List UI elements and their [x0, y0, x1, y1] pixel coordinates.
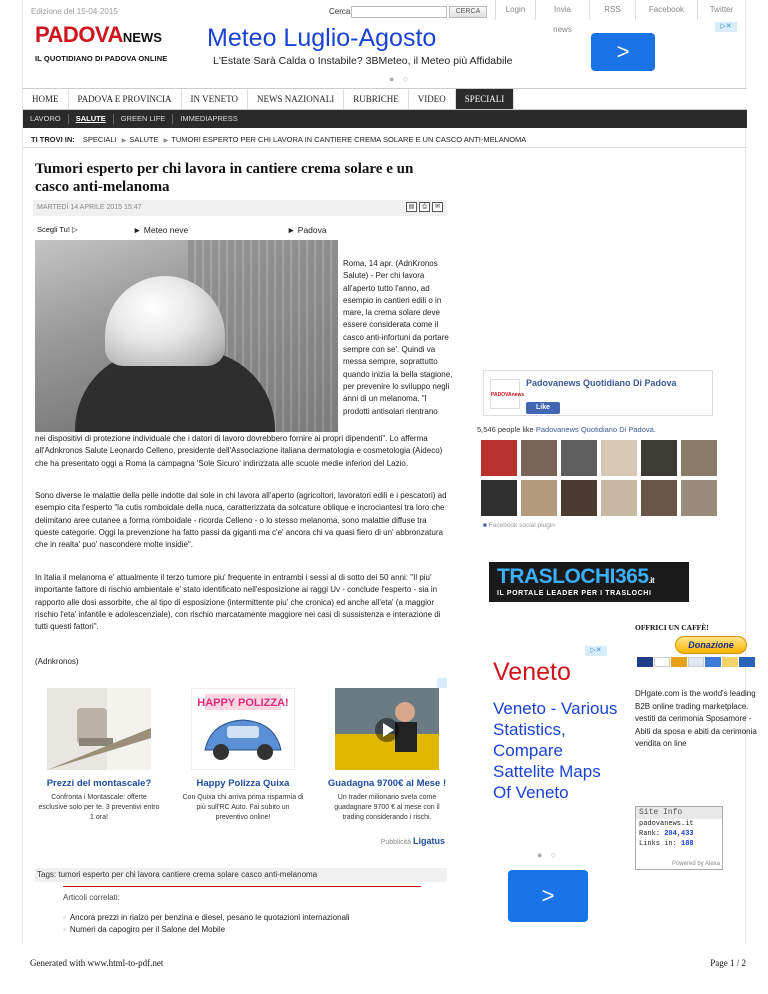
article-photo	[35, 240, 338, 432]
breadcrumb	[31, 135, 526, 144]
facebook-page-logo[interactable]: PADOVAnews	[490, 379, 520, 409]
subnav-lavoro[interactable]: LAVORO	[23, 114, 69, 124]
pdf-icon[interactable]: ▤	[406, 202, 417, 212]
search-button[interactable]: CERCA	[449, 6, 487, 18]
sponsored-ads	[35, 678, 449, 858]
twitter-link[interactable]: Twitter	[697, 0, 745, 20]
top-ad-title[interactable]: Meteo Luglio-Agosto	[207, 24, 437, 52]
nav-video[interactable]: VIDEO	[409, 89, 456, 109]
sub-nav	[23, 110, 747, 128]
meteo-neve-link[interactable]: ► Meteo neve	[133, 225, 189, 235]
ad-title[interactable]: Happy Polizza Quixa	[196, 778, 290, 789]
paypal-icon	[688, 657, 704, 667]
alexa-powered: Powered by Alexa	[671, 861, 720, 867]
avatar[interactable]	[521, 480, 557, 516]
ad-image-slogan: HAPPY POLIZZA!	[197, 697, 289, 709]
print-icon[interactable]: ⎙	[419, 202, 430, 212]
article-paragraph-1: nei dispositivi di protezione individuale che i datori di lavoro dovrebbero fornire ai propri dipendenti". Lo afferma all'Adnkronos Salute Leonardo Celleno, presidente dell'Associazione italiana dermatologia e cosmetologia (Aideco) che ha presentato oggi a Roma la campagna 'Sole Sicuro' indirizzata alle scuole medie inferiori del Lazio.	[35, 434, 443, 468]
main-nav	[23, 88, 747, 110]
traslochi-brand: TRASLOCHI365.it	[497, 565, 655, 588]
facebook-like-button[interactable]: Like	[526, 402, 560, 414]
ad-title[interactable]: Prezzi del montascale?	[46, 778, 152, 789]
maestro-icon	[637, 657, 653, 667]
traslochi-banner[interactable]	[489, 562, 689, 602]
article-meta-bar	[33, 200, 447, 216]
breadcrumb-arrow-icon: ▶	[121, 138, 127, 144]
ad-card[interactable]	[325, 688, 449, 838]
facebook-count-link[interactable]: Padovanews Quotidiano Di Padova.	[535, 425, 656, 434]
discover-icon	[722, 657, 738, 667]
ad-description: Un trader milionario svela come guadagnare 9700 € al mese con il trading considerando i rischi.	[334, 794, 440, 821]
nav-padova-provincia[interactable]: PADOVA E PROVINCIA	[69, 89, 182, 109]
breadcrumb-current: TUMORI ESPERTO PER CHI LAVORA IN CANTIERE CREMA SOLARE E UN CASCO ANTI-MELANOMA	[171, 135, 527, 144]
facebook-page-header	[483, 370, 713, 416]
veneto-ad-text[interactable]: Veneto - Various Statistics, Compare Sattelite Maps Of Veneto	[493, 699, 618, 802]
article-title: Tumori esperto per chi lavora in cantiere crema solare e un casco anti-melanoma	[35, 161, 414, 195]
tags-bar[interactable]: Tags: tumori esperto per chi lavora cantiere crema solare casco anti-melanoma	[35, 868, 447, 882]
avatar[interactable]	[681, 480, 717, 516]
breadcrumb-arrow-icon: ▶	[163, 138, 169, 144]
veneto-ad[interactable]	[477, 636, 627, 872]
avatar[interactable]	[481, 480, 517, 516]
logo-news: NEWS	[122, 30, 162, 45]
adchoices-icon[interactable]: ▷✕	[715, 22, 737, 32]
pdf-footer-generated: Generated with www.html-to-pdf.net	[30, 958, 164, 968]
article-source: (Adnkronos)	[35, 657, 79, 666]
email-icon[interactable]: ✉	[432, 202, 443, 212]
nav-speciali[interactable]: SPECIALI	[456, 89, 515, 109]
ad-description: Confronta i Montascale: offerte esclusive solo per te. 3 preventivi entro 1 ora!	[38, 794, 160, 821]
avatar[interactable]	[481, 440, 517, 476]
send-news-link[interactable]: Invia news	[535, 0, 589, 20]
payment-cards	[637, 657, 755, 667]
edition-date: Edizione del 15-04-2015	[31, 7, 118, 16]
related-list	[63, 912, 350, 936]
sidebar-links[interactable]: DHgate.com is the world's leading B2B online trading marketplace. vestiti da cerimonia Sposamore - Abiti da sposa e abiti da cerimonia vendita on line	[635, 689, 757, 748]
top-strip	[23, 0, 747, 34]
related-item[interactable]: ◦ Numeri da capogiro per il Salone del Mobile	[63, 924, 350, 936]
facebook-count-text: 5,546 people like	[477, 425, 534, 434]
page	[22, 0, 757, 944]
top-links	[495, 0, 745, 34]
avatar[interactable]	[561, 440, 597, 476]
facebook-icon: ■	[483, 522, 487, 529]
ad-footer-label: Pubblicità	[380, 839, 412, 846]
related-title: Articoli correlati:	[63, 893, 120, 902]
mastercard-icon	[671, 657, 687, 667]
site-info-widget[interactable]	[635, 806, 723, 870]
avatar[interactable]	[521, 440, 557, 476]
veneto-ad-arrow-button[interactable]: >	[508, 870, 588, 922]
article-paragraph-2: Sono diverse le malattie della pelle indotte dal sole in chi lavora all'aperto (agricoltori, lavoratori edili e i pescatori) ad esempio cita l'esperto "la cutis romboidale della nuca, caratterizzata da solcature oblique e incrociantesi tra loro che delimitano aree cutanee a forma romboidale - ricorda Celleno - o lo stesso melanoma, sono malattie diffuse tra queste categorie. Oggi la prevenzione ha fatto passi da giganti ma c'e' ancora chi va quasi fiero di un' abbronzatura che in realta' puo' nascondere molte insidie".	[35, 491, 447, 550]
avatar[interactable]	[601, 440, 637, 476]
divider	[23, 147, 747, 148]
ad-carousel-dots[interactable]: ● ○	[389, 74, 412, 84]
breadcrumb-salute[interactable]: SALUTE	[129, 135, 159, 144]
nav-home[interactable]: HOME	[23, 89, 69, 109]
adchoices-icon[interactable]: ▷✕	[585, 646, 607, 656]
avatar[interactable]	[641, 440, 677, 476]
ad-description: Con Quixa chi arriva prima risparmia di più sull'RC Auto. Fai subito un preventivo online!	[182, 794, 304, 821]
article-tools	[406, 202, 443, 212]
visa-icon	[654, 657, 670, 667]
avatar[interactable]	[641, 480, 677, 516]
site-info-domain: padovanews.it	[639, 820, 694, 828]
amex-icon	[705, 657, 721, 667]
veneto-ad-heading[interactable]: Veneto	[493, 658, 571, 686]
ad-carousel-dots[interactable]: ● ○	[537, 850, 560, 860]
facebook-faces	[481, 440, 721, 516]
ad-title[interactable]: Guadagna 9700€ al Mese !	[327, 778, 447, 789]
search-label: Cerca	[329, 7, 351, 16]
pdf-footer-page: Page 1 / 2	[710, 958, 746, 968]
ad-image-trader[interactable]	[335, 688, 439, 770]
avatar[interactable]	[601, 480, 637, 516]
ad-footer[interactable]	[381, 836, 445, 846]
logo-main: PADOVA	[35, 22, 123, 47]
ligatus-logo[interactable]: Ligatus	[412, 836, 445, 846]
login-link[interactable]: Login	[495, 0, 535, 20]
subnav-green-life[interactable]: GREEN LIFE	[114, 114, 174, 124]
top-ad-subtitle: L'Estate Sarà Calda o Instabile? 3BMeteo, il Meteo più Affidabile	[213, 55, 513, 67]
site-info-rank: Rank: 204,433	[639, 830, 694, 838]
ad-image-stairlift[interactable]	[47, 688, 151, 770]
avatar[interactable]	[561, 480, 597, 516]
choose-label[interactable]: Scegli Tu! ▷	[37, 225, 78, 234]
related-item[interactable]: ◦ Ancora prezzi in rialzo per benzina e diesel, pesano le quotazioni internazionali	[63, 912, 350, 924]
traslochi-tagline: IL PORTALE LEADER PER I TRASLOCHI	[497, 590, 652, 597]
breadcrumb-label: TI TROVI IN:	[31, 135, 75, 144]
site-info-links: Links in: 188	[639, 840, 694, 848]
site-logo[interactable]	[35, 24, 195, 66]
facebook-widget	[473, 366, 739, 542]
nav-rubriche[interactable]: RUBRICHE	[344, 89, 409, 109]
nav-in-veneto[interactable]: IN VENETO	[182, 89, 248, 109]
ad-image-car[interactable]	[191, 688, 295, 770]
nav-news-nazionali[interactable]: NEWS NAZIONALI	[248, 89, 344, 109]
facebook-like-count	[477, 425, 656, 434]
adchoices-icon[interactable]	[437, 678, 447, 688]
ad-card[interactable]	[181, 688, 305, 838]
padova-link[interactable]: ► Padova	[287, 225, 327, 235]
subnav-immediapress[interactable]: IMMEDIAPRESS	[180, 114, 238, 123]
facebook-link[interactable]: Facebook	[635, 0, 697, 20]
article-paragraph-3: In Italia il melanoma e' attualmente il terzo tumore piu' frequente in entrambi i sessi al di sotto dei 50 anni: "Il piu' importante fattore di rischio ambientale e' stato identificato nell'esposizione ai raggi Uv - conclude l'esperto - sia in rapporto alle dosi assorbite, che al tipo di esposizione (intermittente piu' che cronica) ed anche all'eta' (a maggior rischio l'eta' infantile e adolescenziale), con rischio marcatamente maggiore nei casi di sussistenza e interazione di tutti questi fattori".	[35, 573, 441, 632]
article-paragraph-side: Roma, 14 apr. (AdnKronos Salute) - Per chi lavora all'aperto tutto l'anno, ad esempio in cantieri edili o in mare, la crema solare deve essere considerata come il casco anti-infortuni da portare sempre con se'. Quindi va messa sempre, soprattutto quando inizia la bella stagione, per prevenire lo sviluppo negli anni di un melanoma. "I prodotti antisolari rientrano	[343, 259, 453, 416]
avatar[interactable]	[681, 440, 717, 476]
breadcrumb-speciali[interactable]: SPECIALI	[82, 135, 117, 144]
logo-tagline: IL QUOTIDIANO DI PADOVA ONLINE	[35, 54, 168, 63]
coffee-title: OFFRICI UN CAFFÈ!	[635, 623, 709, 632]
top-ad[interactable]	[203, 20, 743, 86]
rss-link[interactable]: RSS	[589, 0, 635, 20]
site-info-title: Site Info	[636, 807, 722, 819]
subnav-salute[interactable]: SALUTE	[69, 114, 114, 124]
article-date: MARTEDÌ 14 APRILE 2015 15:47	[37, 204, 142, 211]
top-ad-arrow-button[interactable]: >	[591, 33, 655, 71]
search-input[interactable]	[351, 6, 447, 18]
donate-button[interactable]: Donazione	[675, 636, 747, 654]
related-divider	[63, 886, 421, 887]
bank-icon	[739, 657, 755, 667]
ad-card[interactable]	[37, 688, 161, 838]
facebook-footer: ■ Facebook social plugin	[483, 522, 555, 529]
facebook-page-name[interactable]: Padovanews Quotidiano Di Padova	[526, 378, 677, 388]
